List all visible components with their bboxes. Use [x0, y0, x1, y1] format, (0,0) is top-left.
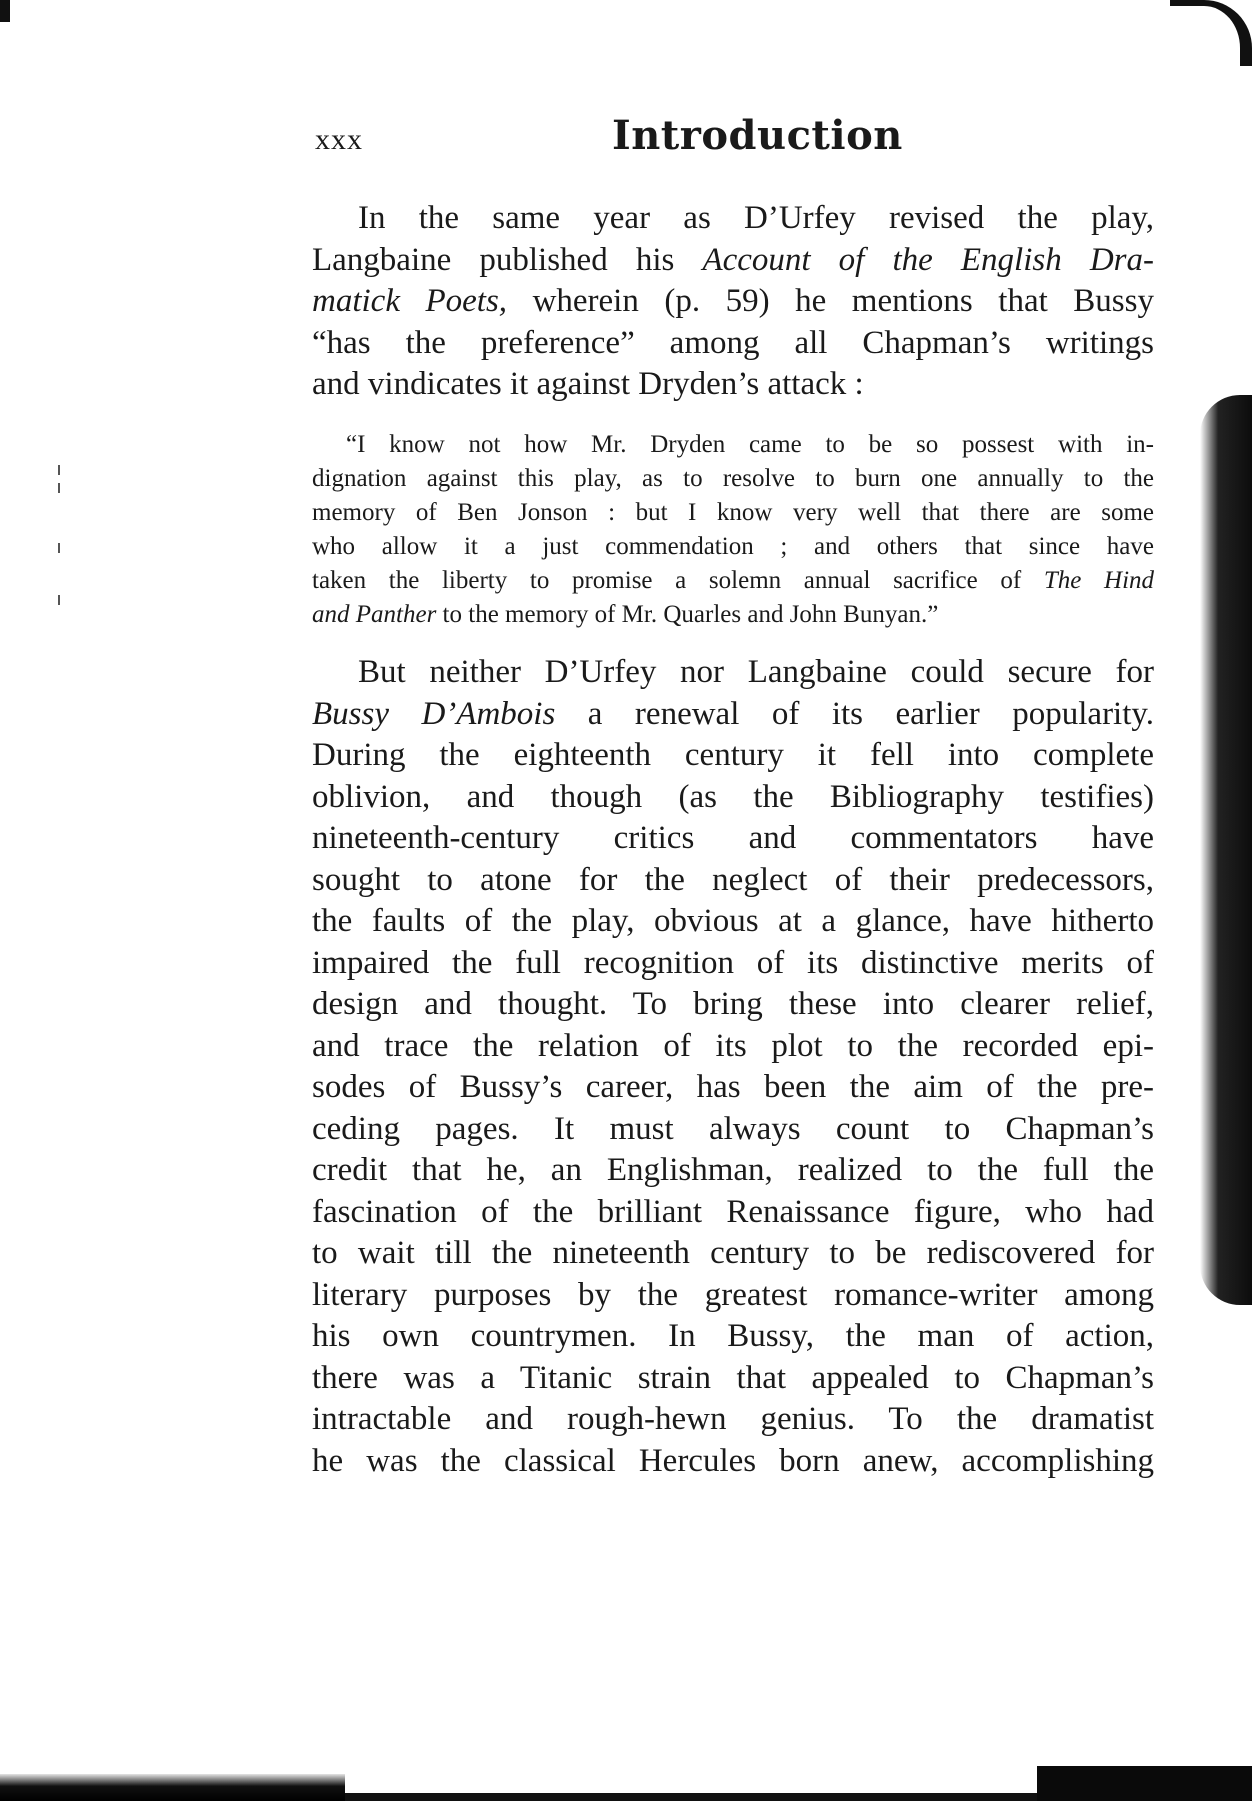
text-line: ceding pages. It must always count to Chapman’s — [312, 1110, 1154, 1147]
text-line: sought to atone for the neglect of their predecessors, — [312, 861, 1154, 898]
text-line: design and thought. To bring these into clearer relief, — [312, 986, 1154, 1022]
text-line: oblivion, and though (as the Bibliography testifies) — [312, 778, 1154, 815]
running-title: Introduction — [612, 112, 903, 159]
scan-edge-artifact — [1037, 1766, 1252, 1801]
text-line: to wait till the nineteenth century to be rediscovered for — [312, 1235, 1154, 1271]
quote-line: and Panther to the memory of Mr. Quarles and John Bunyan.” — [312, 601, 939, 628]
text-line: nineteenth-century critics and commentators have — [312, 820, 1154, 856]
quote-line: dignation against this play, as to resolve to burn one annually to the — [312, 465, 1154, 492]
text-line: sodes of Bussy’s career, has been the aim of the pre- — [312, 1069, 1154, 1105]
quote-line: taken the liberty to promise a solemn annual sacrifice of The Hind — [312, 567, 1155, 594]
scan-edge-artifact — [0, 1774, 345, 1801]
text-line: intractable and rough-hewn genius. To the dramatist — [312, 1401, 1154, 1437]
quote-line: memory of Ben Jonson : but I know very well that there are some — [312, 499, 1154, 526]
margin-marks — [56, 465, 62, 615]
block-quote — [312, 428, 1154, 632]
scan-edge-artifact — [345, 1793, 1037, 1801]
text-line: and vindicates it against Dryden’s attack : — [312, 366, 864, 402]
text-line: his own countrymen. In Bussy, the man of action, — [312, 1318, 1154, 1354]
text-line: During the eighteenth century it fell into complete — [312, 737, 1154, 773]
binding-shadow — [1200, 395, 1252, 1305]
page-number: xxx — [315, 123, 363, 156]
quote-line: who allow it a just commendation ; and others that since have — [312, 533, 1154, 560]
text-line: matick Poets, wherein (p. 59) he mentions that Bussy — [312, 283, 1154, 319]
paragraph-2 — [312, 652, 1154, 1482]
text-line: But neither D’Urfey nor Langbaine could secure for — [358, 654, 1154, 690]
text-line: he was the classical Hercules born anew, accomplishing — [312, 1442, 1154, 1479]
scan-edge-artifact — [1170, 0, 1252, 66]
paragraph-1 — [312, 198, 1154, 406]
text-line: In the same year as D’Urfey revised the play, — [358, 200, 1154, 236]
text-line: credit that he, an Englishman, realized to the full the — [312, 1152, 1154, 1188]
scan-edge-artifact — [0, 0, 10, 22]
text-line: fascination of the brilliant Renaissance figure, who had — [312, 1193, 1154, 1230]
text-line: and trace the relation of its plot to the recorded epi- — [312, 1027, 1154, 1064]
text-line: there was a Titanic strain that appealed to Chapman’s — [312, 1359, 1154, 1396]
text-line: Langbaine published his Account of the English Dra- — [312, 241, 1155, 278]
quote-line: “I know not how Mr. Dryden came to be so possest with in- — [346, 431, 1154, 458]
text-line: “has the preference” among all Chapman’s writings — [312, 324, 1154, 361]
text-line: literary purposes by the greatest romance-writer among — [312, 1276, 1154, 1313]
text-line: the faults of the play, obvious at a glance, have hitherto — [312, 903, 1154, 939]
text-line: Bussy D’Ambois a renewal of its earlier popularity. — [312, 695, 1154, 732]
text-line: impaired the full recognition of its distinctive merits of — [312, 944, 1154, 981]
